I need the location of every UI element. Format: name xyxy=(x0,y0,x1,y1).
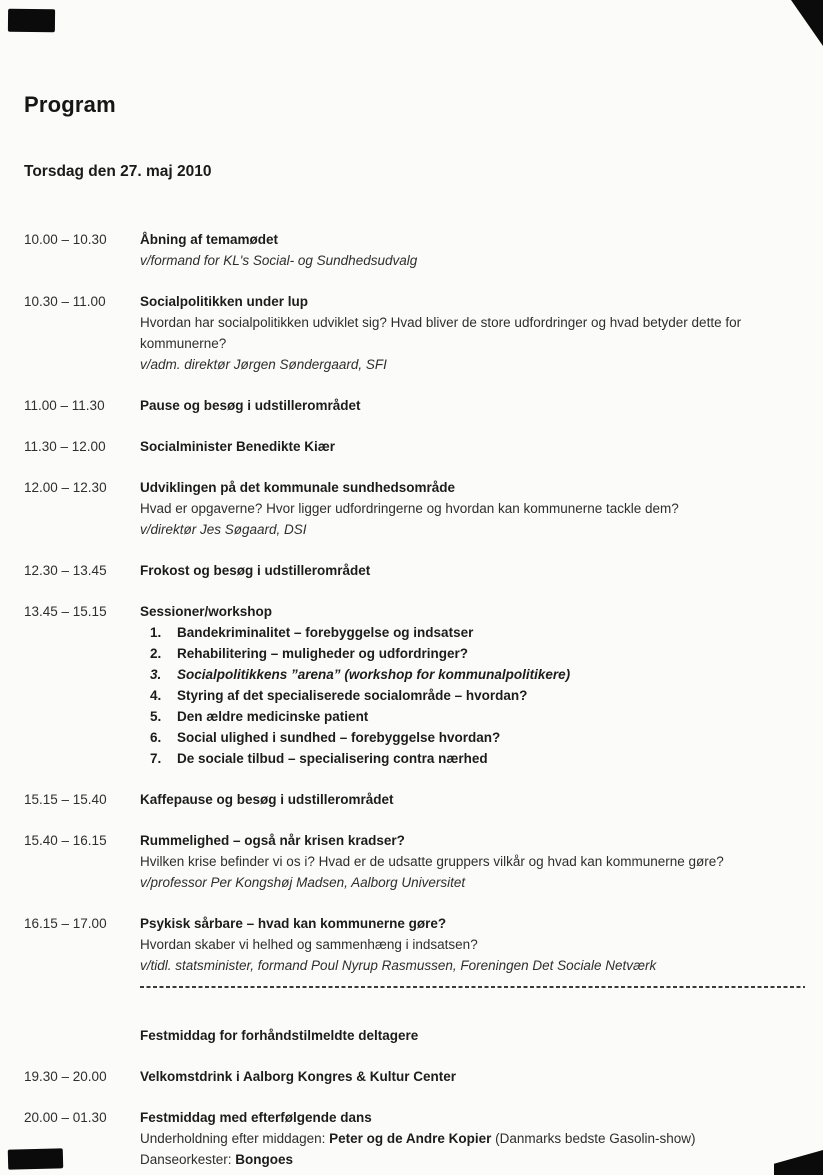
workshop-title: Styring af det specialiserede socialområde – hvordan? xyxy=(177,688,528,703)
session-title: Rummelighed – også når krisen kradser? xyxy=(140,833,405,848)
schedule-row xyxy=(24,789,805,810)
session-speaker: v/professor Per Kongshøj Madsen, Aalborg Universitet xyxy=(140,875,466,890)
entertainment-line: Underholdning efter middagen: Peter og de Andre Kopier (Danmarks bedste Gasolin-show) xyxy=(140,1131,696,1146)
workshop-number: 1. xyxy=(150,625,162,640)
schedule-row xyxy=(24,477,805,540)
schedule-row xyxy=(24,913,805,976)
workshop-title: Social ulighed i sundhed – forebyggelse hvordan? xyxy=(177,730,501,745)
schedule-row xyxy=(24,229,805,271)
time-label: 16.15 – 17.00 xyxy=(24,916,107,931)
session-title: Sessioner/workshop xyxy=(140,604,273,619)
workshop-number: 5. xyxy=(150,709,162,724)
workshop-number: 2. xyxy=(150,646,162,661)
session-title: Socialpolitikken under lup xyxy=(140,294,309,309)
time-label: 13.45 – 15.15 xyxy=(24,604,107,619)
workshop-note: (workshop for kommunalpolitikere) xyxy=(344,667,571,682)
workshop-item xyxy=(140,685,805,706)
time-label: 11.00 – 11.30 xyxy=(24,398,105,413)
separator-row xyxy=(24,986,805,988)
workshop-item xyxy=(140,727,805,748)
session-title: Socialminister Benedikte Kiær xyxy=(140,439,336,454)
session-title: Festmiddag med efterfølgende dans xyxy=(140,1110,372,1125)
session-title: Velkomstdrink i Aalborg Kongres & Kultur Center xyxy=(140,1069,457,1084)
band-line: Danseorkester: Bongoes xyxy=(140,1152,294,1167)
session-title: Psykisk sårbare – hvad kan kommunerne gøre? xyxy=(140,916,447,931)
session-speaker: v/direktør Jes Søgaard, DSI xyxy=(140,522,307,537)
session-title: Frokost og besøg i udstillerområdet xyxy=(140,563,371,578)
time-label: 20.00 – 01.30 xyxy=(24,1110,107,1125)
workshop-number: 4. xyxy=(150,688,162,703)
dinner-heading-row xyxy=(24,1025,805,1046)
session-description: Hvad er opgaverne? Hvor ligger udfordringerne og hvordan kan kommunerne tackle dem? xyxy=(140,501,679,516)
workshop-item xyxy=(140,706,805,727)
separator-line xyxy=(140,986,805,988)
schedule-row xyxy=(24,436,805,457)
workshop-item xyxy=(140,748,805,769)
time-label: 15.40 – 16.15 xyxy=(24,833,107,848)
session-title: Pause og besøg i udstillerområdet xyxy=(140,398,361,413)
entertainment-name: Peter og de Andre Kopier xyxy=(329,1131,492,1146)
time-label: 11.30 – 12.00 xyxy=(24,439,106,454)
schedule-row xyxy=(24,560,805,581)
schedule-row xyxy=(24,291,805,375)
workshop-title: Den ældre medicinske patient xyxy=(177,709,369,724)
time-label: 12.30 – 13.45 xyxy=(24,563,107,578)
workshop-title: Rehabilitering – muligheder og udfordringer? xyxy=(177,646,469,661)
session-description: Hvilken krise befinder vi os i? Hvad er de udsatte gruppers vilkår og hvad kan kommunerne gøre? xyxy=(140,854,724,869)
workshop-number: 3. xyxy=(150,667,162,682)
session-speaker: v/adm. direktør Jørgen Søndergaard, SFI xyxy=(140,357,387,372)
workshop-list xyxy=(140,622,805,769)
workshop-title: Socialpolitikkens ”arena” (workshop for kommunalpolitikere) xyxy=(177,667,571,682)
time-label: 19.30 – 20.00 xyxy=(24,1069,107,1084)
time-label: 15.15 – 15.40 xyxy=(24,792,107,807)
session-speaker: v/formand for KL's Social- og Sundhedsudvalg xyxy=(140,253,418,268)
workshop-number: 7. xyxy=(150,751,162,766)
session-description: Hvordan har socialpolitikken udviklet sig? Hvad bliver de store udfordringer og hvad betyder dette for kommunerne? xyxy=(140,315,742,351)
page-title: Program xyxy=(24,92,116,117)
workshop-item xyxy=(140,643,805,664)
scan-artifact-bottom-left xyxy=(8,1148,64,1169)
session-speaker: v/tidl. statsminister, formand Poul Nyrup Rasmussen, Foreningen Det Sociale Netværk xyxy=(140,958,657,973)
session-title: Udviklingen på det kommunale sundhedsområde xyxy=(140,480,456,495)
scan-artifact-top-left xyxy=(8,9,55,32)
schedule-row xyxy=(24,601,805,769)
time-label: 12.00 – 12.30 xyxy=(24,480,107,495)
session-description: Hvordan skaber vi helhed og sammenhæng i indsatsen? xyxy=(140,937,478,952)
schedule-row xyxy=(24,395,805,416)
band-name: Bongoes xyxy=(235,1152,294,1167)
session-title: Kaffepause og besøg i udstillerområdet xyxy=(140,792,394,807)
workshop-item xyxy=(140,622,805,643)
workshop-number: 6. xyxy=(150,730,162,745)
schedule-row xyxy=(24,830,805,893)
dinner-heading: Festmiddag for forhåndstilmeldte deltagere xyxy=(140,1028,419,1043)
session-title: Åbning af temamødet xyxy=(140,232,279,247)
workshop-title: De sociale tilbud – specialisering contra nærhed xyxy=(177,751,488,766)
time-label: 10.00 – 10.30 xyxy=(24,232,107,247)
schedule-row xyxy=(24,1107,805,1170)
workshop-item xyxy=(140,664,805,685)
date-heading: Torsdag den 27. maj 2010 xyxy=(24,163,212,180)
workshop-title: Bandekriminalitet – forebyggelse og indsatser xyxy=(177,625,474,640)
schedule-row xyxy=(24,1066,805,1087)
time-label: 10.30 – 11.00 xyxy=(24,294,106,309)
